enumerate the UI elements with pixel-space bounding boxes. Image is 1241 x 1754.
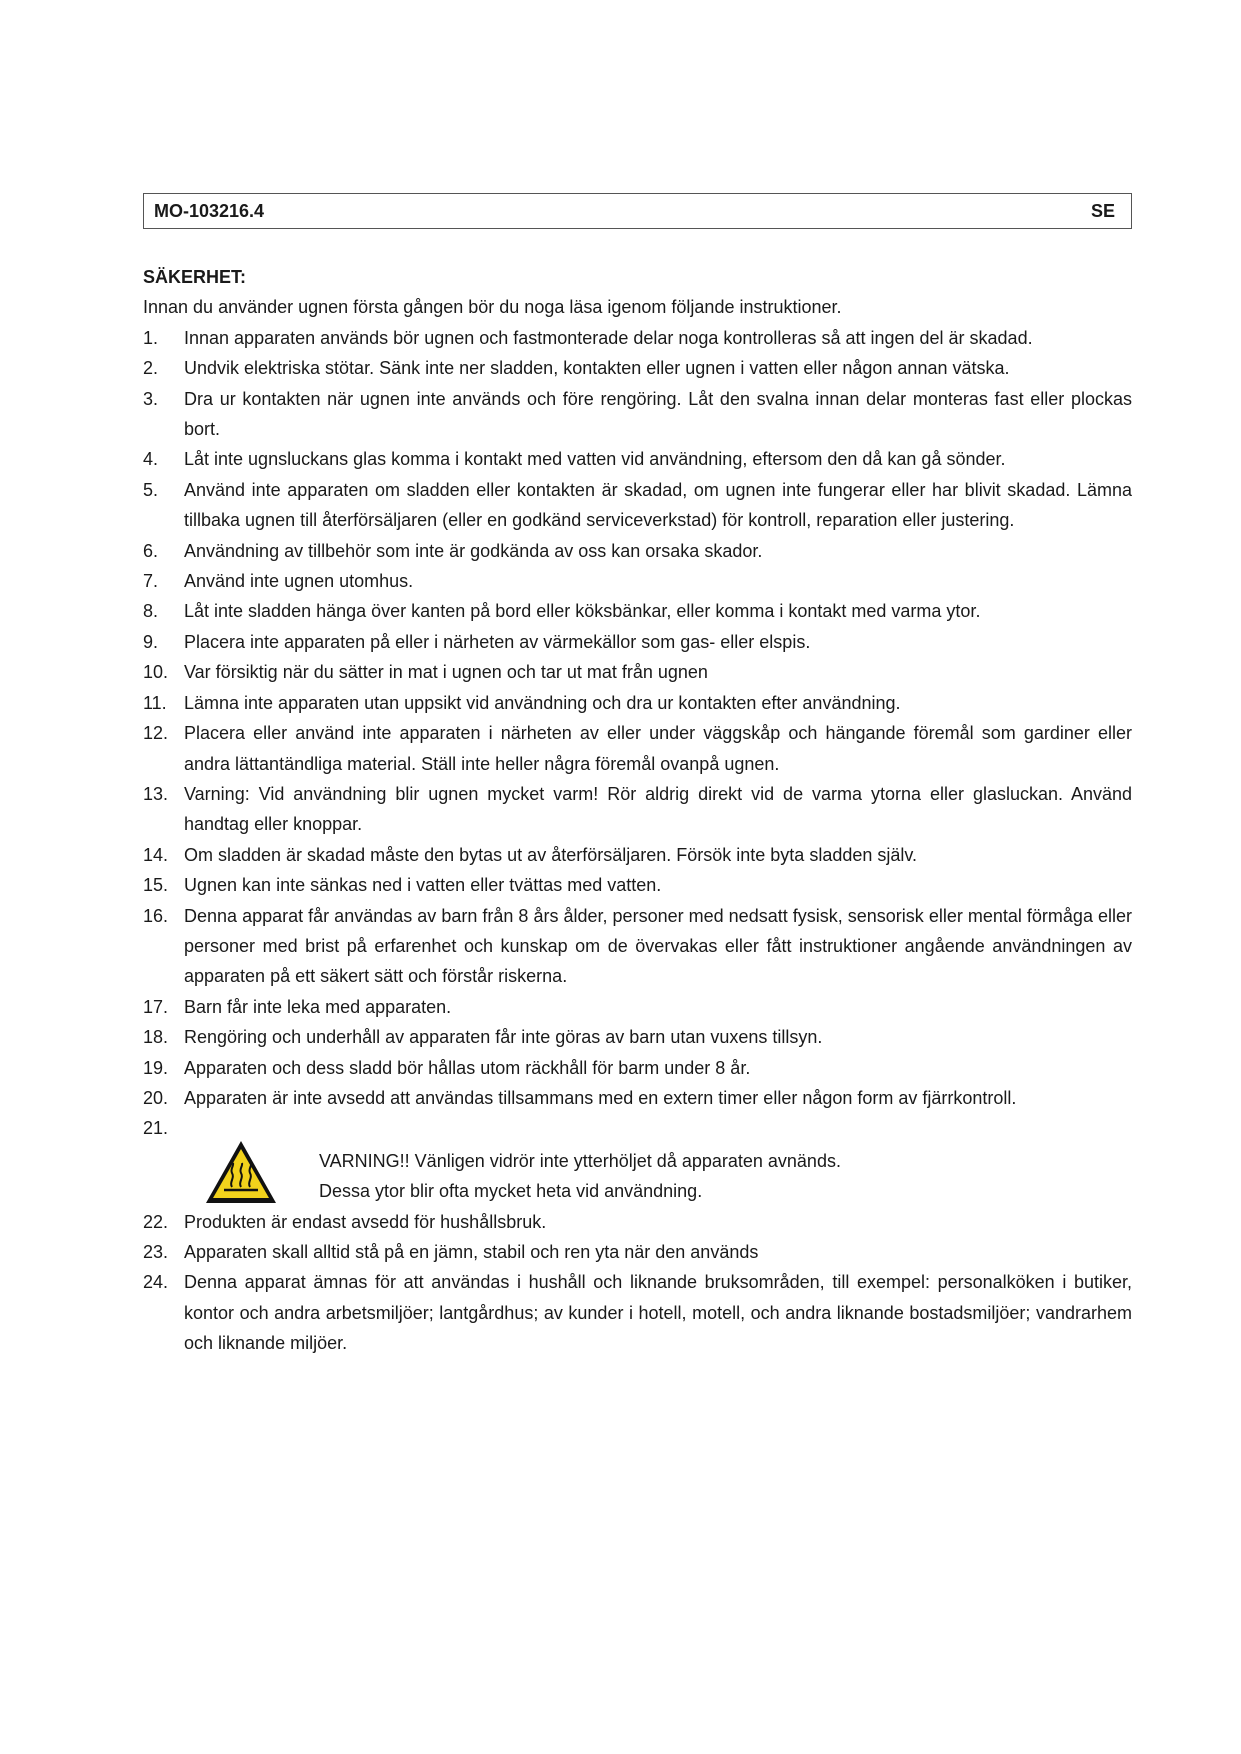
list-item-text: Apparaten och dess sladd bör hållas utom räckhåll för barm under 8 år. bbox=[184, 1057, 751, 1078]
list-item-text: Rengöring och underhåll av apparaten får inte göras av barn utan vuxens tillsyn. bbox=[184, 1027, 823, 1048]
list-item-number: 24. bbox=[143, 1272, 169, 1293]
hot-surface-warning-icon bbox=[203, 1138, 279, 1206]
list-item bbox=[143, 444, 1132, 474]
list-item-number: 5. bbox=[143, 479, 159, 500]
list-item-text: Undvik elektriska stötar. Sänk inte ner sladden, kontakten eller ugnen i vatten eller någon annan vätska. bbox=[184, 358, 1010, 379]
list-item-number: 14. bbox=[143, 844, 169, 865]
list-item-number: 20. bbox=[143, 1087, 169, 1108]
list-item bbox=[143, 870, 1132, 900]
list-item-number: 7. bbox=[143, 571, 159, 592]
list-item-number: 16. bbox=[143, 905, 169, 926]
list-item bbox=[143, 1207, 1132, 1237]
list-item bbox=[143, 536, 1132, 566]
list-item-text: Ugnen kan inte sänkas ned i vatten eller tvättas med vatten. bbox=[184, 875, 662, 896]
list-item bbox=[143, 566, 1132, 596]
warning-item bbox=[143, 1113, 1132, 1206]
list-item-number: 18. bbox=[143, 1027, 169, 1048]
model-number: MO-103216.4 bbox=[154, 200, 265, 221]
list-item-text: Använd inte ugnen utomhus. bbox=[184, 571, 414, 592]
list-item-number: 1. bbox=[143, 327, 159, 348]
list-item bbox=[143, 1083, 1132, 1113]
list-item bbox=[143, 1267, 1132, 1358]
list-item-text: Barn får inte leka med apparaten. bbox=[184, 996, 452, 1017]
list-item bbox=[143, 384, 1132, 445]
list-item-text: Innan apparaten används bör ugnen och fastmonterade delar noga kontrolleras så att ingen del är skadad. bbox=[184, 327, 1033, 348]
list-item-number: 19. bbox=[143, 1057, 169, 1078]
list-item-number: 9. bbox=[143, 631, 159, 652]
warning-line-1: VARNING!! Vänligen vidrör inte ytterhöljet då apparaten avnänds. bbox=[319, 1150, 841, 1171]
safety-section bbox=[143, 262, 1132, 1359]
list-item bbox=[143, 596, 1132, 626]
list-item-text: Var försiktig när du sätter in mat i ugnen och tar ut mat från ugnen bbox=[184, 662, 708, 683]
list-item bbox=[143, 840, 1132, 870]
list-item-number: 17. bbox=[143, 996, 169, 1017]
section-title: SÄKERHET: bbox=[143, 267, 247, 287]
list-item-text: Använd inte apparaten om sladden eller kontakten är skadad, om ugnen inte fungerar eller har blivit skadad. Lämna tillbaka ugnen till återförsäljaren (eller en godkänd serviceverkstad) för kontroll, reparation eller justering. bbox=[184, 479, 1132, 531]
list-item-number: 4. bbox=[143, 449, 159, 470]
list-item-text: Produkten är endast avsedd för hushållsbruk. bbox=[184, 1211, 547, 1232]
language-code: SE bbox=[1090, 200, 1115, 221]
list-item bbox=[143, 992, 1132, 1022]
document-header bbox=[143, 193, 1132, 229]
list-item bbox=[143, 1053, 1132, 1083]
list-item bbox=[143, 718, 1132, 779]
list-item bbox=[143, 627, 1132, 657]
list-item-number: 11. bbox=[143, 692, 167, 713]
list-item bbox=[143, 323, 1132, 353]
list-item-number: 21. bbox=[143, 1118, 169, 1139]
warning-line-2: Dessa ytor blir ofta mycket heta vid användning. bbox=[319, 1181, 703, 1202]
list-item-text: Användning av tillbehör som inte är godkända av oss kan orsaka skador. bbox=[184, 540, 763, 561]
list-item-number: 8. bbox=[143, 601, 159, 622]
list-item-text: Låt inte sladden hänga över kanten på bord eller köksbänkar, eller komma i kontakt med varma ytor. bbox=[184, 601, 981, 622]
list-item-text: Dra ur kontakten när ugnen inte används och före rengöring. Låt den svalna innan delar monteras fast eller plockas bort. bbox=[184, 388, 1132, 440]
list-item-text: Denna apparat ämnas för att användas i hushåll och liknande bruksområden, till exempel: personalköken i butiker, kontor och andra arbetsmiljöer; lantgårdhus; av kunder i hotell, motell, och andra liknande bostadsmiljöer; vandrarhem och liknande miljöer. bbox=[184, 1272, 1132, 1354]
list-item-text: Apparaten är inte avsedd att användas tillsammans med en extern timer eller någon form av fjärrkontroll. bbox=[184, 1087, 1017, 1108]
list-item bbox=[143, 688, 1132, 718]
safety-list bbox=[143, 323, 1132, 1114]
list-item bbox=[143, 901, 1132, 992]
list-item bbox=[143, 1237, 1132, 1267]
list-item-text: Varning: Vid användning blir ugnen mycket varm! Rör aldrig direkt vid de varma ytorna eller glasluckan. Använd handtag eller knoppar. bbox=[184, 783, 1132, 835]
list-item bbox=[143, 779, 1132, 840]
list-item-number: 2. bbox=[143, 358, 159, 379]
list-item bbox=[143, 1022, 1132, 1052]
list-item-text: Apparaten skall alltid stå på en jämn, stabil och ren yta när den används bbox=[184, 1242, 759, 1262]
list-item-number: 23. bbox=[143, 1242, 169, 1262]
list-item-text: Lämna inte apparaten utan uppsikt vid användning och dra ur kontakten efter användning. bbox=[184, 692, 901, 713]
list-item-number: 10. bbox=[143, 662, 169, 683]
list-item bbox=[143, 475, 1132, 536]
warning-text bbox=[319, 1146, 841, 1207]
list-item-number: 6. bbox=[143, 540, 159, 561]
section-intro: Innan du använder ugnen första gången bör du noga läsa igenom följande instruktioner. bbox=[143, 297, 842, 318]
list-item-number: 3. bbox=[143, 388, 159, 409]
list-item bbox=[143, 657, 1132, 687]
list-item-number: 22. bbox=[143, 1211, 169, 1232]
list-item-number: 13. bbox=[143, 783, 169, 804]
list-item-text: Placera eller använd inte apparaten i närheten av eller under väggskåp och hängande föremål som gardiner eller andra lättantändliga material. Ställ inte heller några föremål ovanpå ugnen. bbox=[184, 723, 1132, 774]
list-item-text: Låt inte ugnsluckans glas komma i kontakt med vatten vid användning, eftersom den då kan gå sönder. bbox=[184, 449, 1006, 470]
list-item-text: Om sladden är skadad måste den bytas ut av återförsäljaren. Försök inte byta sladden själv. bbox=[184, 844, 918, 865]
list-item-number: 12. bbox=[143, 723, 169, 744]
list-item bbox=[143, 353, 1132, 383]
safety-list-continued bbox=[143, 1207, 1132, 1359]
list-item-text: Denna apparat får användas av barn från 8 års ålder, personer med nedsatt fysisk, sensorisk eller mental förmåga eller personer med brist på erfarenhet och kunskap om de övervakas eller fått instruktioner angående användningen av apparaten på ett säkert sätt och förstår riskerna. bbox=[184, 905, 1132, 987]
list-item-text: Placera inte apparaten på eller i närheten av värmekällor som gas- eller elspis. bbox=[184, 631, 811, 652]
list-item-number: 15. bbox=[143, 875, 169, 896]
